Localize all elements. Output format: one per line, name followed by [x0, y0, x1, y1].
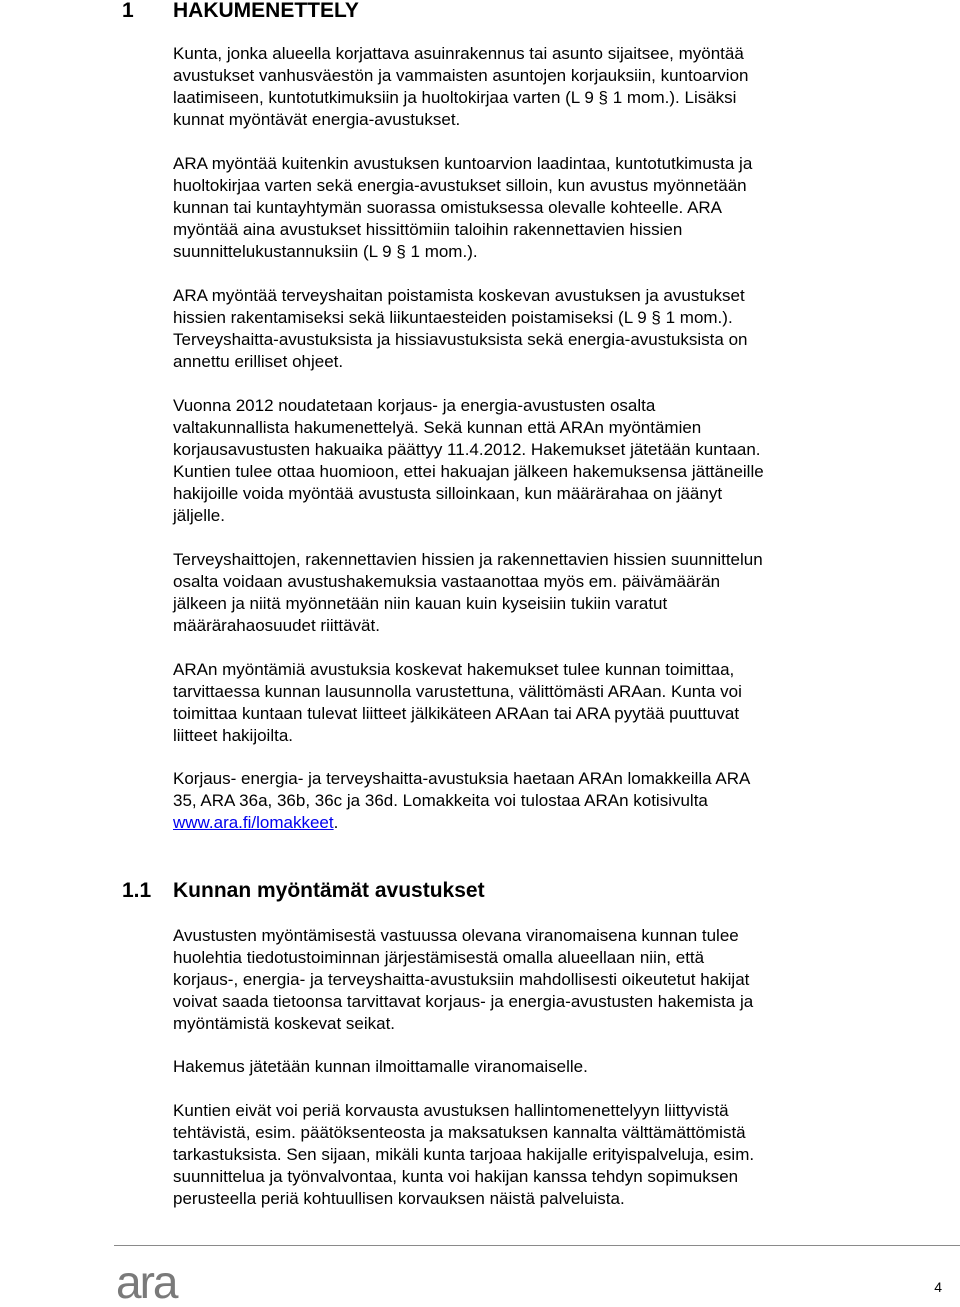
paragraph-4: [173, 395, 838, 526]
text-line: suunnittelukustannuksiin (L 9 § 1 mom.).: [173, 241, 478, 261]
text-line: tehtävistä, esim. päätöksenteosta ja maksatuksen kannalta välttämättömistä: [173, 1122, 746, 1142]
text-line: ARAn myöntämiä avustuksia koskevat hakemukset tulee kunnan toimittaa,: [173, 660, 735, 679]
section-number: 1: [122, 0, 134, 22]
text-line: ARA myöntää terveyshaitan poistamista koskevan avustuksen ja avustukset: [173, 286, 745, 305]
text-line: ARA myöntää kuitenkin avustuksen kuntoarvion laadintaa, kuntotutkimusta ja: [173, 154, 753, 173]
section-number: 1.1: [122, 879, 152, 902]
text-line: osalta voidaan avustushakemuksia vastaanottaa myös em. päivämäärän: [173, 571, 721, 591]
text-line: valtakunnallista hakumenettelyä. Sekä kunnan että ARAn myöntämien: [173, 417, 702, 437]
text-line: määrärahaosuudet riittävät.: [173, 615, 380, 635]
text-line: huoltokirjaa varten sekä energia-avustukset silloin, kun avustus myönnetään: [173, 175, 747, 195]
paragraph-5: [173, 549, 838, 637]
text-line: annettu erilliset ohjeet.: [173, 351, 344, 371]
text-line: jälkeen ja niitä myönnetään niin kauan kuin kyseisiin tukiin varatut: [173, 593, 668, 613]
text-line: Vuonna 2012 noudatetaan korjaus- ja energia-avustusten osalta: [173, 396, 656, 415]
text-line: 35, ARA 36a, 36b, 36c ja 36d. Lomakkeita voi tulostaa ARAn kotisivulta: [173, 790, 708, 810]
text-line: kunnan tai kuntayhtymän suorassa omistuksessa olevalle kohteelle. ARA: [173, 197, 723, 217]
text-line: Terveyshaittojen, rakennettavien hissien ja rakennettavien hissien suunnittelun: [173, 550, 763, 569]
text-line: myöntää aina avustukset hissittömiin taloihin rakennettavien hissien: [173, 219, 683, 239]
ara-logo: [116, 1260, 194, 1306]
text-line: Kunta, jonka alueella korjattava asuinrakennus tai asunto sijaitsee, myöntää: [173, 44, 744, 63]
link-trailing-period: .: [333, 812, 339, 832]
page-number: 4: [934, 1279, 942, 1295]
text-line: Terveyshaitta-avustuksista ja hissiavustuksista sekä energia-avustuksista on: [173, 329, 748, 349]
text-line: hakijoille voida myöntää avustusta silloinkaan, kun määrärahaa on jäänyt: [173, 483, 723, 503]
text-line: liitteet hakijoilta.: [173, 725, 294, 745]
logo-text: ara: [116, 1260, 177, 1306]
paragraph-9: [173, 1100, 838, 1210]
text-line: toimittaa kuntaan tulevat liitteet jälkikäteen ARAan tai ARA pyytää puuttuvat: [173, 703, 740, 723]
text-line: laatimiseen, kuntotutkimuksiin ja huoltokirjaa varten (L 9 § 1 mom.). Lisäksi: [173, 87, 737, 107]
text-line: perusteella periä kohtuullisen korvauksen näistä palveluista.: [173, 1188, 625, 1208]
paragraph-forms: [173, 768, 838, 834]
paragraph-3: [173, 285, 838, 373]
paragraph-8: [173, 1056, 838, 1078]
text-line: Korjaus- energia- ja terveyshaitta-avustuksia haetaan ARAn lomakkeilla ARA: [173, 769, 751, 788]
text-line: voivat saada tietoonsa tarvittavat korjaus- ja energia-avustusten hakemista ja: [173, 991, 754, 1011]
text-line: huolehtia tiedotustoiminnan järjestämisestä omalla alueellaan niin, että: [173, 947, 705, 967]
text-line: korjausavustusten hakuaika päättyy 11.4.2012. Hakemukset jätetään kuntaan.: [173, 439, 761, 459]
text-line: Hakemus jätetään kunnan ilmoittamalle viranomaiselle.: [173, 1057, 588, 1076]
forms-link[interactable]: www.ara.fi/lomakkeet: [173, 812, 334, 832]
paragraph-7: [173, 925, 838, 1035]
text-line: Kuntien eivät voi periä korvausta avustuksen hallintomenettelyyn liittyvistä: [173, 1101, 729, 1120]
footer-divider: [114, 1245, 960, 1246]
section-title: Kunnan myöntämät avustukset: [173, 879, 485, 902]
text-line: Avustusten myöntämisestä vastuussa olevana viranomaisena kunnan tulee: [173, 926, 739, 945]
text-line: tarkastuksista. Sen sijaan, mikäli kunta tarjoaa hakijalle erityispalveluja, esim.: [173, 1144, 755, 1164]
text-line: myöntämistä koskevat seikat.: [173, 1013, 396, 1033]
paragraph-2: [173, 153, 838, 263]
text-line: avustukset vanhusväestön ja vammaisten asuntojen korjauksiin, kuntoarvion: [173, 65, 749, 85]
text-line: tarvittaessa kunnan lausunnolla varustettuna, välittömästi ARAan. Kunta voi: [173, 681, 742, 701]
text-line: hissien rakentamiseksi sekä liikuntaesteiden poistamiseksi (L 9 § 1 mom.).: [173, 307, 733, 327]
text-line: Kuntien tulee ottaa huomioon, ettei hakuajan jälkeen hakemuksensa jättäneille: [173, 461, 764, 481]
text-line: korjaus-, energia- ja terveyshaitta-avustuksiin mahdollisesti oikeutetut hakijat: [173, 969, 750, 989]
text-line-with-link: [173, 812, 838, 834]
paragraph-6: [173, 659, 838, 747]
paragraph-1: [173, 43, 838, 131]
text-line: jäljelle.: [173, 505, 225, 525]
section-title: HAKUMENETTELY: [173, 0, 359, 22]
text-line: suunnittelua ja työnvalvontaa, kunta voi hakijan kanssa tehdyn sopimuksen: [173, 1166, 739, 1186]
text-line: kunnat myöntävät energia-avustukset.: [173, 109, 461, 129]
